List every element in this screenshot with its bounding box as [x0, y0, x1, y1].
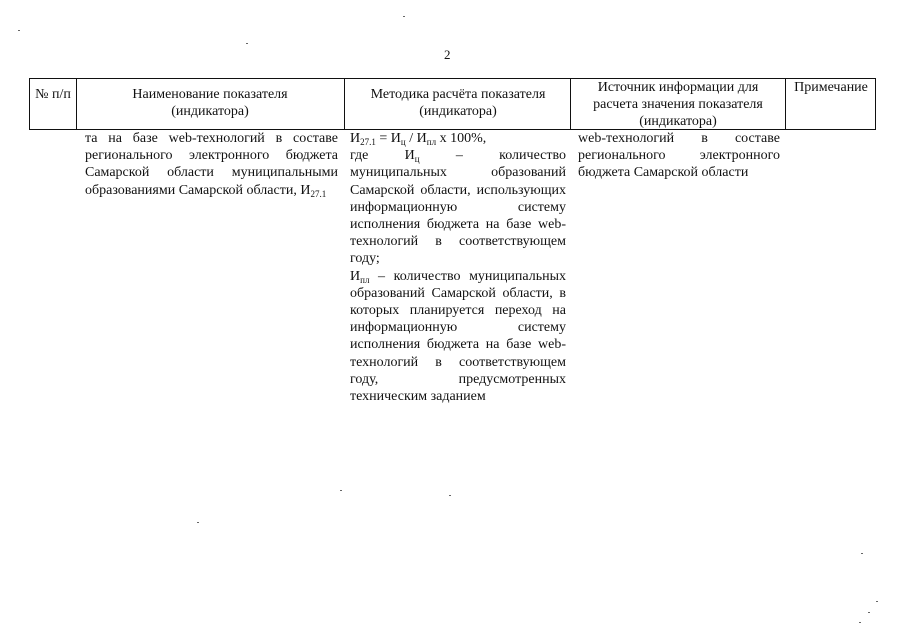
- scan-speck: [868, 612, 870, 613]
- indicator-symbol: И: [300, 182, 311, 198]
- scan-speck: [449, 495, 451, 496]
- ipl-definition: $И_{пл}$ – количество муниципальных образований Самарской области, в которых планируется переход на информационную систему исполнения бюджета на базе web-технологий в соответствующем году, предусмотренных техническим заданием: [350, 268, 566, 405]
- indicator-name-text: та на базе web-технологий в составе регионального электронного бюджета Самарской области муниципальными образованиями Самарской области,: [85, 131, 338, 198]
- cell-calculation-method: [350, 130, 566, 405]
- scan-speck: [859, 622, 861, 623]
- scan-speck: [861, 553, 863, 554]
- column-divider: [570, 78, 571, 130]
- where-definition: где $И_ц$ – количество муниципальных образований Самарской области, использующих информационную систему исполнения бюджета на базе web-технологий в соответствующем году;: [350, 148, 566, 267]
- header-note: Примечание: [794, 80, 868, 95]
- header-name: Наименование показателя (индикатора): [132, 87, 288, 119]
- formula: $И_{27.1} = И_ц / И_{пл}$ х 100%,: [350, 131, 487, 147]
- scan-speck: [197, 522, 199, 523]
- header-source: Источник информации для расчета значения показателя (индикатора): [593, 80, 763, 129]
- cell-indicator-name: [85, 130, 338, 199]
- scan-speck: [340, 490, 342, 491]
- header-num: № п/п: [35, 87, 71, 102]
- scan-speck: [18, 30, 20, 31]
- header-method: Методика расчёта показателя (индикатора): [370, 87, 546, 119]
- cell-information-source: web-технологий в составе регионального электронного бюджета Самарской области: [578, 131, 780, 181]
- column-divider: [76, 78, 77, 130]
- indicator-symbol-sub: 27.1: [310, 188, 327, 199]
- scan-speck: [403, 16, 405, 17]
- page-number: 2: [444, 47, 451, 62]
- scan-speck: [876, 601, 878, 602]
- column-divider: [344, 78, 345, 130]
- scan-speck: [246, 43, 248, 44]
